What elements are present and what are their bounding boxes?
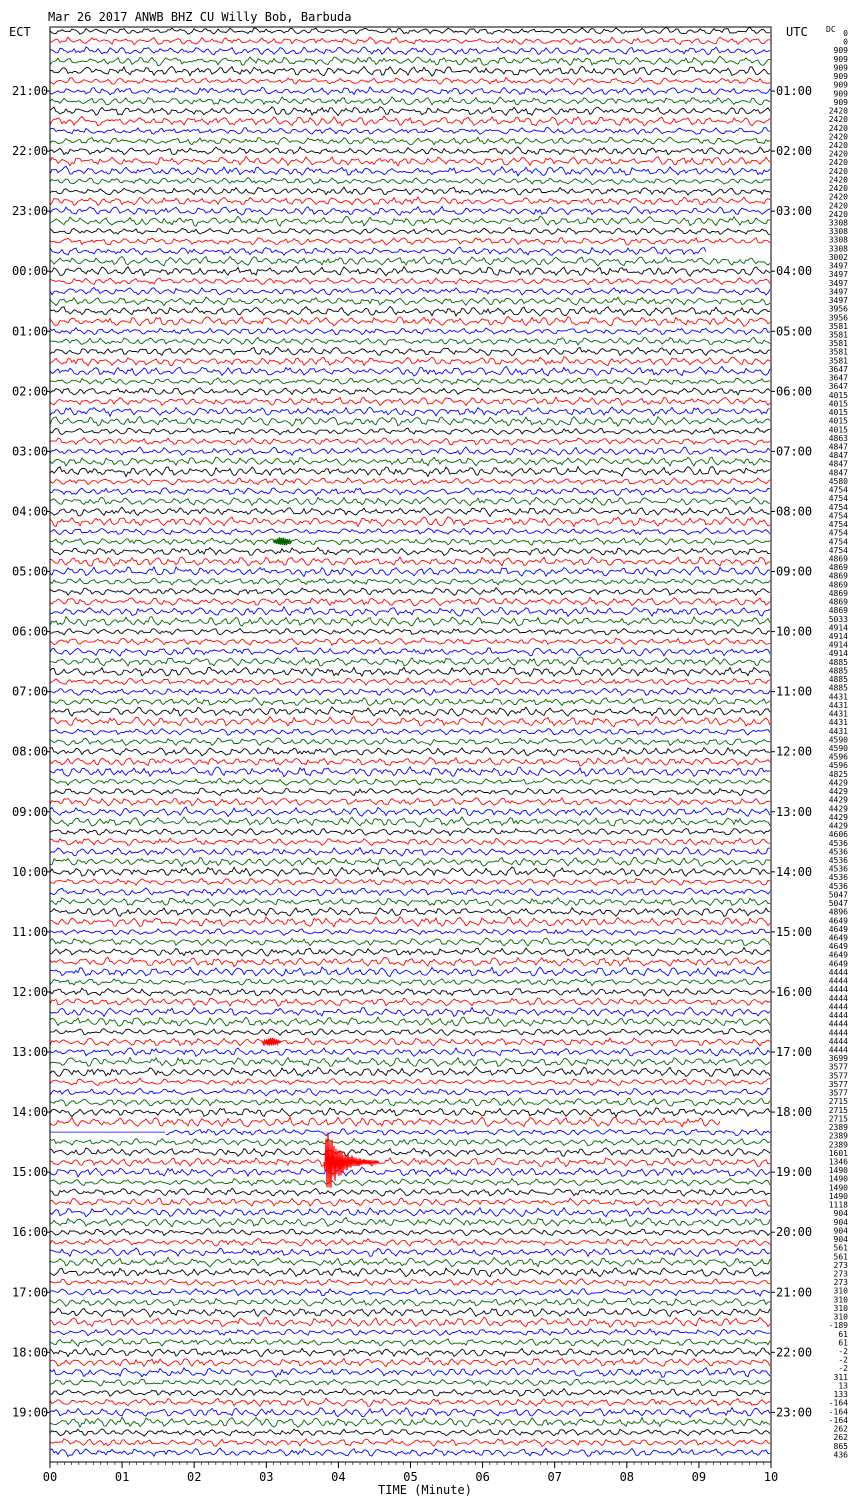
right-hour-label: 01:00 — [776, 84, 813, 99]
dc-offset-value: 3699 — [828, 1054, 848, 1064]
dc-offset-value: 4869 — [828, 606, 848, 616]
dc-offset-value: 4429 — [828, 795, 848, 805]
dc-offset-value: 4869 — [828, 571, 848, 581]
dc-offset-value: -2 — [838, 1364, 848, 1374]
dc-offset-value: 4590 — [828, 735, 848, 745]
dc-offset-value: 3647 — [828, 373, 848, 383]
dc-offset-value: 4754 — [828, 537, 848, 547]
right-hour-label: 07:00 — [776, 444, 813, 459]
left-hour-label: 09:00 — [12, 804, 49, 819]
left-hour-label: 21:00 — [12, 84, 49, 99]
dc-offset-value: 1601 — [828, 1148, 848, 1158]
dc-offset-value: 3581 — [828, 321, 848, 331]
left-hour-label: 14:00 — [12, 1105, 49, 1120]
dc-offset-value: 310 — [833, 1312, 848, 1322]
dc-offset-value: 3956 — [828, 304, 848, 314]
dc-offset-value: 4536 — [828, 838, 848, 848]
dc-offset-value: 4536 — [828, 881, 848, 891]
right-hour-label: 21:00 — [776, 1285, 813, 1300]
dc-offset-value: 909 — [833, 46, 848, 56]
dc-offset-value: 4444 — [828, 993, 848, 1003]
dc-offset-value: 4015 — [828, 399, 848, 409]
dc-offset-value: 4914 — [828, 640, 848, 650]
dc-offset-value: 4429 — [828, 778, 848, 788]
dc-offset-value: 4825 — [828, 769, 848, 779]
dc-offset-value: 2389 — [828, 1131, 848, 1141]
dc-offset-value: 133 — [833, 1390, 848, 1400]
dc-offset-value: 262 — [833, 1433, 848, 1443]
dc-offset-value: 4606 — [828, 830, 848, 840]
dc-offset-value: 273 — [833, 1278, 848, 1288]
dc-offset-value: 4847 — [828, 442, 848, 452]
dc-offset-value: 3647 — [828, 382, 848, 392]
dc-offset-value: 2420 — [828, 158, 848, 168]
dc-offset-value: -2 — [838, 1347, 848, 1356]
left-hour-label: 13:00 — [12, 1045, 49, 1060]
dc-offset-value: 4754 — [828, 502, 848, 512]
dc-offset-value: 4429 — [828, 804, 848, 814]
dc-offset-value: 904 — [833, 1235, 848, 1244]
dc-offset-value: 4444 — [828, 976, 848, 986]
right-hour-label: 08:00 — [776, 504, 813, 519]
dc-offset-value: 4914 — [828, 623, 848, 633]
dc-offset-value: 909 — [833, 97, 848, 107]
dc-offset-value: 2715 — [828, 1105, 848, 1115]
dc-offset-value: 3647 — [828, 365, 848, 374]
dc-offset-value: 61 — [838, 1329, 848, 1339]
dc-offset-value: 4015 — [828, 416, 848, 426]
left-axis-label: ECT — [9, 25, 31, 39]
dc-offset-value: 4869 — [828, 563, 848, 573]
dc-offset-value: 310 — [833, 1295, 848, 1305]
left-hour-label: 15:00 — [12, 1165, 49, 1180]
dc-offset-value: 1490 — [828, 1183, 848, 1193]
dc-offset-value: 2420 — [828, 123, 848, 133]
x-tick-label: 05 — [403, 1470, 418, 1484]
dc-offset-value: 4444 — [828, 985, 848, 995]
dc-offset-value: 2420 — [828, 149, 848, 159]
dc-offset-value: 4444 — [828, 1028, 848, 1038]
left-hour-label: 03:00 — [12, 444, 49, 459]
dc-offset-value: 2389 — [828, 1123, 848, 1132]
left-hour-label: 02:00 — [12, 384, 49, 399]
dc-offset-value: 4429 — [828, 787, 848, 797]
dc-offset-value: 4649 — [828, 916, 848, 926]
dc-offset-value: 5047 — [828, 890, 848, 900]
left-hour-label: 12:00 — [12, 984, 49, 999]
right-hour-label: 10:00 — [776, 624, 813, 639]
right-hour-label: 22:00 — [776, 1345, 813, 1360]
right-hour-label: 13:00 — [776, 804, 813, 819]
dc-offset-value: 4596 — [828, 752, 848, 762]
x-tick-label: 08 — [619, 1470, 635, 1484]
dc-offset-value: 5047 — [828, 899, 848, 909]
dc-offset-value: 4431 — [828, 718, 848, 728]
x-tick-label: 03 — [259, 1470, 274, 1484]
right-hour-label: 09:00 — [776, 564, 813, 579]
dc-offset-value: 3577 — [828, 1080, 848, 1089]
dc-offset-value: 2715 — [828, 1114, 848, 1124]
dc-offset-value: 311 — [833, 1372, 848, 1382]
dc-offset-value: 4015 — [828, 408, 848, 417]
dc-offset-value: 0 — [843, 37, 848, 47]
dc-offset-value: 3497 — [828, 296, 848, 305]
dc-offset-value: 4869 — [828, 588, 848, 598]
dc-offset-value: 3577 — [828, 1088, 848, 1098]
dc-offset-value: 561 — [833, 1252, 848, 1262]
dc-offset-value: 2420 — [828, 209, 848, 219]
dc-offset-value: 4431 — [828, 709, 848, 719]
dc-offset-value: 4444 — [828, 1002, 848, 1012]
right-hour-label: 03:00 — [776, 204, 813, 219]
dc-offset-value: 2420 — [828, 166, 848, 176]
left-hour-label: 18:00 — [12, 1345, 49, 1360]
dc-offset-value: 2389 — [828, 1140, 848, 1150]
dc-offset-value: 0 — [843, 29, 848, 38]
right-hour-label: 23:00 — [776, 1405, 813, 1420]
dc-offset-value: 4863 — [828, 433, 848, 443]
dc-offset-value: 2715 — [828, 1097, 848, 1107]
dc-offset-value: 310 — [833, 1303, 848, 1313]
dc-offset-value: -189 — [828, 1321, 848, 1331]
x-tick-label: 06 — [475, 1470, 490, 1484]
dc-offset-value: 904 — [833, 1226, 848, 1236]
dc-offset-value: 3497 — [828, 261, 848, 271]
dc-offset-value: 310 — [833, 1286, 848, 1296]
left-hour-label: 22:00 — [12, 144, 49, 159]
dc-offset-value: 909 — [833, 54, 848, 64]
dc-offset-value: 1346 — [828, 1157, 848, 1167]
dc-offset-value: 2420 — [828, 184, 848, 194]
dc-offset-value: -164 — [828, 1398, 848, 1408]
dc-offset-value: 909 — [833, 89, 848, 99]
dc-offset-value: 1490 — [828, 1166, 848, 1176]
right-hour-label: 14:00 — [776, 864, 813, 879]
dc-offset-value: 4885 — [828, 657, 848, 667]
dc-offset-value: 4444 — [828, 968, 848, 977]
dc-offset-value: 4536 — [828, 864, 848, 874]
dc-offset-value: 3497 — [828, 270, 848, 280]
left-hour-label: 05:00 — [12, 564, 49, 579]
x-tick-label: 09 — [691, 1470, 707, 1484]
dc-offset-value: 4885 — [828, 675, 848, 685]
dc-offset-value: 4444 — [828, 1045, 848, 1055]
dc-offset-value: 262 — [833, 1424, 848, 1434]
dc-offset-value: 4431 — [828, 692, 848, 702]
left-hour-label: 23:00 — [12, 204, 49, 219]
dc-offset-value: 2420 — [828, 192, 848, 202]
chart-title: Mar 26 2017 ANWB BHZ CU Willy Bob, Barbuda — [48, 10, 352, 24]
dc-offset-value: 3308 — [828, 227, 848, 237]
dc-offset-value: 865 — [833, 1441, 848, 1451]
right-axis-label: UTC — [786, 25, 808, 39]
dc-offset-value: 909 — [833, 80, 848, 90]
dc-offset-value: 4649 — [828, 933, 848, 943]
x-tick-label: 04 — [331, 1470, 346, 1484]
dc-offset-value: 2420 — [828, 106, 848, 116]
dc-offset-value: 4847 — [828, 451, 848, 461]
left-hour-label: 00:00 — [12, 264, 49, 279]
dc-offset-value: 4536 — [828, 856, 848, 865]
right-hour-label: 11:00 — [776, 684, 813, 699]
dc-offset-value: -164 — [828, 1407, 848, 1417]
dc-offset-value: 2420 — [828, 141, 848, 150]
dc-offset-value: 3308 — [828, 235, 848, 245]
dc-offset-value: 4754 — [828, 485, 848, 495]
dc-offset-value: -2 — [838, 1355, 848, 1365]
dc-offset-value: 5033 — [828, 614, 848, 624]
dc-offset-value: 4649 — [828, 942, 848, 952]
right-hour-label: 05:00 — [776, 324, 813, 339]
dc-offset-value: 4754 — [828, 511, 848, 521]
dc-offset-value: 4869 — [828, 597, 848, 607]
dc-offset-value: 4649 — [828, 950, 848, 960]
dc-offset-value: 2420 — [828, 115, 848, 125]
dc-offset-value: 2420 — [828, 201, 848, 211]
right-hour-label: 16:00 — [776, 984, 813, 999]
x-tick-label: 10 — [763, 1470, 779, 1484]
dc-offset-value: 2420 — [828, 175, 848, 185]
right-hour-label: 18:00 — [776, 1105, 813, 1120]
dc-offset-value: 3002 — [828, 253, 848, 262]
dc-offset-value: 4754 — [828, 545, 848, 555]
dc-offset-value: 4015 — [828, 425, 848, 435]
dc-offset-value: -164 — [828, 1415, 848, 1425]
dc-offset-value: 3308 — [828, 218, 848, 228]
dc-offset-value: 4914 — [828, 632, 848, 641]
dc-offset-value: 909 — [833, 72, 848, 82]
dc-offset-value: 4431 — [828, 700, 848, 710]
right-hour-label: 04:00 — [776, 264, 813, 279]
dc-offset-value: 3497 — [828, 278, 848, 288]
dc-offset-value: 2420 — [828, 132, 848, 142]
dc-offset-value: 3577 — [828, 1071, 848, 1081]
dc-offset-value: 3581 — [828, 330, 848, 340]
dc-offset-value: 4754 — [828, 494, 848, 504]
dc-offset-value: 3956 — [828, 313, 848, 323]
dc-header: DC — [826, 25, 836, 34]
dc-offset-value: 4754 — [828, 528, 848, 538]
dc-offset-value: 436 — [833, 1450, 848, 1460]
right-hour-label: 12:00 — [776, 744, 813, 759]
dc-offset-value: 4015 — [828, 390, 848, 400]
left-hour-label: 04:00 — [12, 504, 49, 519]
dc-offset-value: 3581 — [828, 356, 848, 366]
left-hour-label: 17:00 — [12, 1285, 49, 1300]
dc-offset-value: 904 — [833, 1209, 848, 1219]
left-hour-label: 16:00 — [12, 1225, 49, 1240]
dc-offset-value: 1490 — [828, 1192, 848, 1201]
dc-offset-value: 4444 — [828, 1019, 848, 1029]
dc-offset-value: 4536 — [828, 873, 848, 883]
dc-offset-value: 3497 — [828, 287, 848, 297]
dc-offset-value: 4649 — [828, 924, 848, 934]
left-hour-label: 01:00 — [12, 324, 49, 339]
dc-offset-value: 3577 — [828, 1062, 848, 1072]
left-hour-label: 07:00 — [12, 684, 49, 699]
right-hour-label: 19:00 — [776, 1165, 813, 1180]
x-tick-label: 00 — [42, 1470, 58, 1484]
dc-offset-value: 4431 — [828, 726, 848, 736]
dc-offset-value: 4444 — [828, 1011, 848, 1020]
dc-offset-value: 4649 — [828, 959, 848, 969]
right-hour-label: 06:00 — [776, 384, 813, 399]
dc-offset-value: 1118 — [828, 1200, 848, 1210]
dc-offset-value: 273 — [833, 1260, 848, 1270]
dc-offset-value: 4885 — [828, 666, 848, 676]
left-hour-label: 06:00 — [12, 624, 49, 639]
x-tick-label: 07 — [547, 1470, 562, 1484]
left-hour-label: 08:00 — [12, 744, 49, 759]
dc-offset-value: 4429 — [828, 821, 848, 831]
dc-offset-value: 4847 — [828, 459, 848, 469]
dc-offset-value: 3581 — [828, 347, 848, 357]
dc-offset-value: 4869 — [828, 554, 848, 564]
right-hour-label: 17:00 — [776, 1045, 813, 1060]
dc-offset-value: 561 — [833, 1243, 848, 1253]
x-axis-label: TIME (Minute) — [378, 1483, 472, 1497]
x-tick-label: 02 — [186, 1470, 202, 1484]
dc-offset-value: 4429 — [828, 812, 848, 822]
dc-offset-value: 4580 — [828, 477, 848, 486]
dc-offset-value: 3308 — [828, 244, 848, 254]
right-hour-label: 15:00 — [776, 924, 813, 939]
dc-offset-value: 4754 — [828, 520, 848, 529]
dc-offset-value: 4885 — [828, 683, 848, 693]
left-hour-label: 19:00 — [12, 1405, 49, 1420]
dc-offset-value: 4596 — [828, 761, 848, 771]
left-hour-label: 11:00 — [12, 924, 49, 939]
dc-offset-value: 4869 — [828, 580, 848, 590]
dc-offset-value: 4590 — [828, 744, 848, 753]
dc-offset-value: 3581 — [828, 339, 848, 349]
dc-offset-value: 273 — [833, 1269, 848, 1279]
left-hour-label: 10:00 — [12, 864, 49, 879]
dc-offset-value: 1490 — [828, 1174, 848, 1184]
dc-offset-value: 4914 — [828, 649, 848, 659]
dc-offset-value: 4847 — [828, 468, 848, 478]
dc-offset-value: 904 — [833, 1217, 848, 1227]
dc-offset-value: 61 — [838, 1338, 848, 1348]
dc-offset-value: 909 — [833, 63, 848, 73]
dc-offset-value: 4536 — [828, 847, 848, 857]
dc-offset-value: 13 — [838, 1381, 848, 1391]
dc-offset-value: 4444 — [828, 1036, 848, 1046]
right-hour-label: 20:00 — [776, 1225, 813, 1240]
dc-offset-value: 4896 — [828, 907, 848, 917]
x-tick-label: 01 — [114, 1470, 130, 1484]
right-hour-label: 02:00 — [776, 144, 813, 159]
